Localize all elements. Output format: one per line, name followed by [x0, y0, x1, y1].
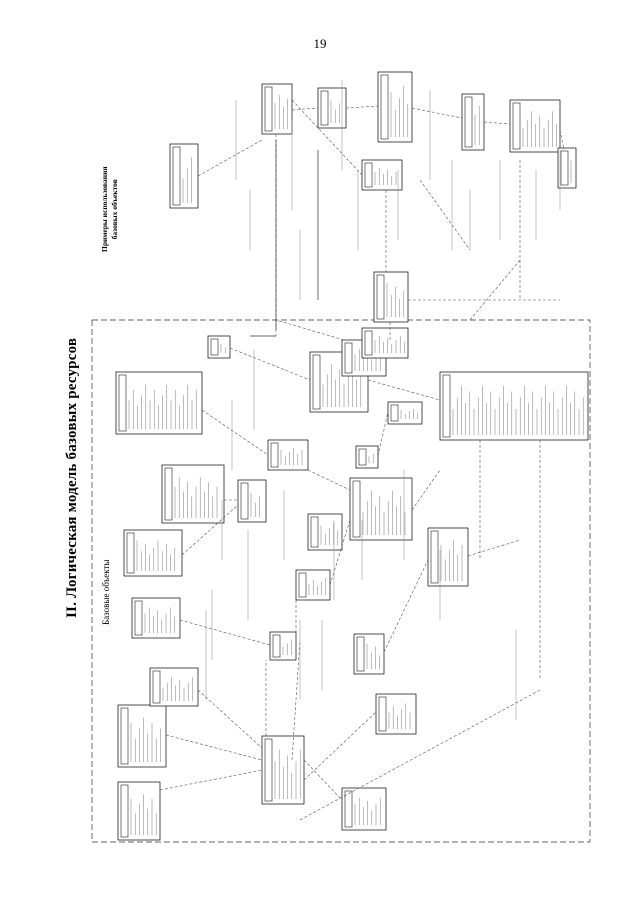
entity-box-20 [362, 328, 408, 358]
relationship-line-17 [468, 540, 520, 556]
relationship-line-33 [470, 260, 520, 320]
entity-box-15 [350, 478, 412, 540]
entity-box-1 [118, 782, 160, 840]
relationship-line-12 [304, 712, 376, 780]
entity-box-5 [124, 530, 182, 576]
relationship-line-21 [292, 108, 318, 110]
page-number: 19 [313, 36, 327, 51]
entity-box-12 [238, 480, 266, 522]
relationship-line-7 [202, 410, 268, 455]
relationship-line-27 [198, 140, 262, 176]
relationship-line-24 [412, 108, 462, 118]
examples-title-line-1: Примеры использования [100, 166, 109, 252]
relationship-line-38 [300, 690, 540, 820]
relationship-line-18 [384, 560, 428, 652]
entity-box-4 [132, 598, 180, 638]
relationship-line-14 [378, 412, 388, 456]
relationship-line-15 [368, 380, 440, 400]
entity-box-26 [170, 144, 198, 208]
entity-box-2 [118, 705, 166, 767]
relationship-line-11 [304, 760, 342, 800]
relationship-line-1 [160, 770, 262, 790]
relationship-line-35 [276, 320, 344, 340]
relationship-line-16 [412, 470, 440, 510]
relationship-line-8 [230, 348, 310, 380]
examples-title-line-2: базовых объектов [110, 179, 119, 240]
relationship-line-23 [346, 106, 378, 108]
relationship-line-2 [166, 735, 262, 760]
relationship-line-4 [180, 620, 270, 645]
entity-box-3 [150, 668, 198, 706]
relationship-line-13 [308, 470, 350, 490]
entity-box-10 [270, 632, 296, 660]
entity-box-9 [262, 736, 304, 804]
base-objects-label: Базовые объекты [101, 559, 111, 625]
entity-box-25 [342, 788, 386, 830]
relationship-line-25 [484, 122, 510, 124]
relationship-line-3 [198, 690, 262, 748]
relationship-line-31 [420, 180, 470, 250]
entity-box-21 [440, 372, 588, 440]
relationship-line-26 [560, 130, 564, 150]
entity-box-6 [162, 465, 224, 523]
diagram-title: II. Логическая модель базовых ресурсов [64, 337, 80, 618]
